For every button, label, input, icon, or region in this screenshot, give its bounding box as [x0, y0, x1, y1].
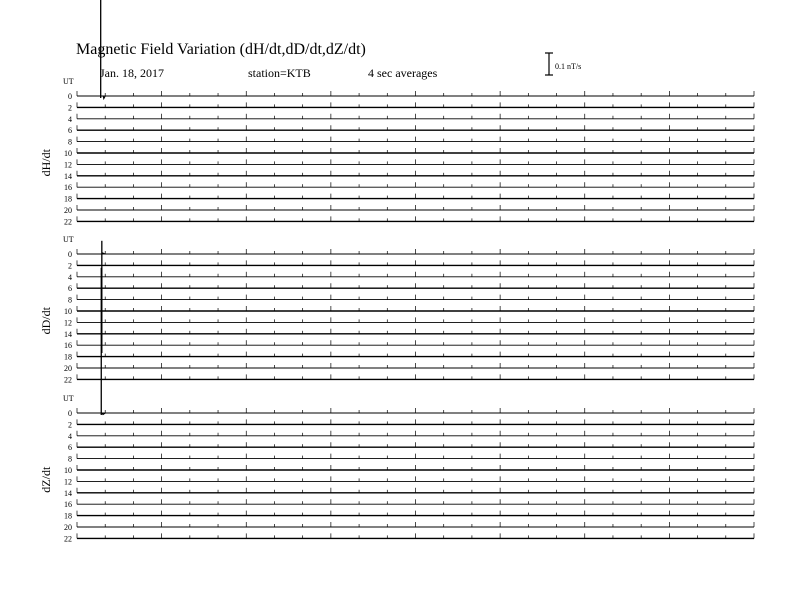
ut-tick-label: 22 — [64, 217, 72, 227]
ut-tick-label: 16 — [64, 341, 72, 351]
ut-tick-label: 12 — [64, 318, 72, 328]
ut-tick-label: 16 — [64, 500, 72, 510]
ut-tick-label: 20 — [64, 364, 72, 373]
ut-tick-label: 12 — [64, 160, 72, 170]
ut-tick-label: 14 — [64, 329, 72, 339]
ut-tick-label: 22 — [64, 534, 72, 544]
ut-tick-label: 18 — [64, 194, 72, 204]
scale-bar — [545, 53, 581, 75]
panel-dZ-dt — [39, 268, 754, 544]
ut-tick-label: 8 — [68, 137, 72, 147]
ut-tick-label: 0 — [68, 250, 72, 259]
ut-tick-label: 0 — [68, 409, 72, 418]
ut-tick-label: 4 — [68, 114, 72, 124]
ut-tick-label: 8 — [68, 454, 72, 464]
scale-label: 0.1 nT/s — [555, 62, 582, 71]
station-label: station=KTB — [248, 66, 311, 80]
ut-tick-label: 10 — [64, 307, 72, 316]
panels-group — [39, 0, 754, 543]
ut-tick-label: 6 — [68, 126, 72, 136]
ut-tick-label: 18 — [64, 352, 72, 362]
ut-tick-label: 10 — [64, 149, 72, 158]
ut-tick-label: 20 — [64, 206, 72, 215]
ut-tick-label: 12 — [64, 477, 72, 487]
ut-tick-label: 8 — [68, 295, 72, 305]
ut-tick-label: 22 — [64, 375, 72, 385]
ut-label: UT — [63, 77, 74, 86]
averaging-label: 4 sec averages — [368, 66, 438, 80]
date-label: Jan. 18, 2017 — [100, 66, 164, 80]
ut-tick-label: 2 — [68, 420, 72, 430]
ut-tick-label: 4 — [68, 272, 72, 282]
ut-tick-label: 0 — [68, 92, 72, 101]
y-axis-label: dZ/dt — [39, 466, 53, 493]
trace-line — [77, 253, 105, 254]
ut-tick-label: 14 — [64, 171, 72, 181]
chart-title: Magnetic Field Variation (dH/dt,dD/dt,dZ/dt) — [76, 41, 366, 58]
ut-label: UT — [63, 235, 74, 244]
ut-tick-label: 4 — [68, 431, 72, 441]
ut-tick-label: 2 — [68, 261, 72, 271]
y-axis-label: dD/dt — [39, 307, 53, 335]
ut-tick-label: 10 — [64, 466, 72, 475]
ut-tick-label: 20 — [64, 523, 72, 532]
ut-tick-label: 2 — [68, 103, 72, 113]
ut-tick-label: 18 — [64, 511, 72, 521]
ut-tick-label: 6 — [68, 284, 72, 294]
ut-tick-label: 6 — [68, 443, 72, 453]
ut-tick-label: 14 — [64, 488, 72, 498]
panel-dD-dt — [39, 235, 754, 384]
panel-dH-dt — [39, 0, 754, 226]
ut-label: UT — [63, 394, 74, 403]
y-axis-label: dH/dt — [39, 149, 53, 177]
ut-tick-label: 16 — [64, 183, 72, 193]
